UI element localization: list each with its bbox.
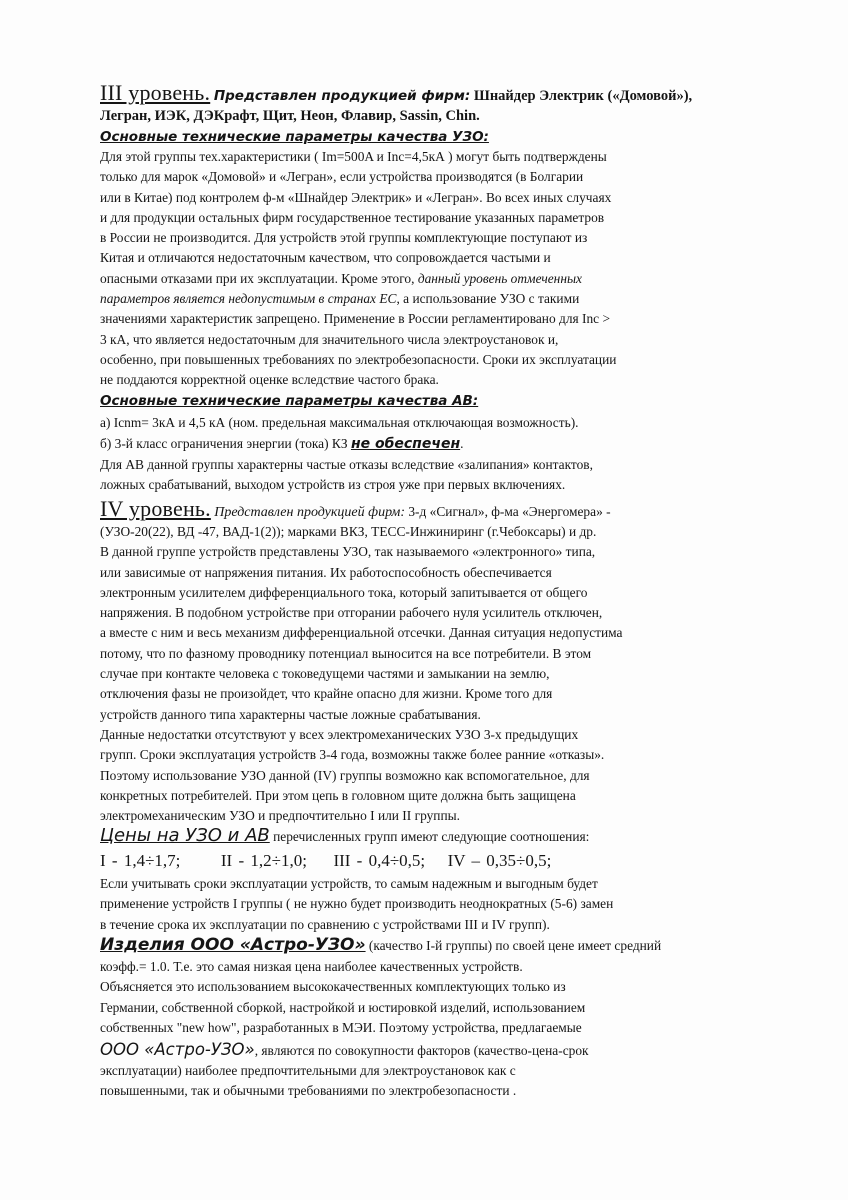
level3-uzo-italic2: параметров является недопустимым в странах ЕС [100, 291, 397, 307]
level3-section [100, 80, 780, 495]
astro-line: Германии, собственной сборкой, настройкой и юстировкой изделий, использованием [100, 999, 586, 1015]
level4-section [100, 496, 780, 826]
level4-line: напряжения. В подобном устройстве при отгорании рабочего нуля усилитель отключен, [100, 605, 603, 621]
level4-brands-rest: 3-д «Сигнал», ф-ма «Энергомера» - [408, 504, 611, 519]
level3-uzo-line: не поддаются корректной оценке вследствие частого брака. [100, 372, 439, 388]
astro-company: ООО «Астро-УЗО» [100, 1040, 255, 1060]
astro-company-rest: , являются по совокупности факторов (качество-цена-срок [254, 1043, 589, 1059]
astro-line: собственных "new how", разработанных в МЭИ. Поэтому устройства, предлагаемые [100, 1019, 582, 1035]
level3-av-item-b [100, 433, 780, 455]
level3-av-line: Для АВ данной группы характерны частые отказы вследствие «залипания» контактов, [100, 456, 593, 472]
astro-section [100, 934, 780, 1102]
prices-heading: Цены на УЗО и АВ [100, 825, 270, 846]
ratio-group-4: IV – 0,35÷0,5; [447, 851, 552, 870]
level3-av-item-a: а) Icnm= 3кА и 4,5 кА (ном. предельная максимальная отключающая возможность). [100, 414, 579, 430]
level4-subtitle: Представлен продукцией фирм: [214, 505, 405, 520]
level4-line: устройств данного типа характерны частые ложные срабатывания. [100, 706, 481, 722]
astro-line: эксплуатации) наиболее предпочтительными для электроустановок как с [100, 1063, 516, 1079]
level3-uzo-line: только для марок «Домовой» и «Легран», если устройства производятся (в Болгарии [100, 169, 584, 185]
level3-uzo-line: особенно, при повышенных требованиях по электробезопасности. Сроки их эксплуатации [100, 351, 617, 367]
prices-line: применение устройств I группы ( не нужно будет производить неоднократных (5-6) замен [100, 896, 614, 912]
level4-line: конкретных потребителей. При этом цепь в головном щите должна быть защищена [100, 787, 576, 803]
level3-uzo-line: Китая и отличаются недостаточным качеством, что сопровождается частыми и [100, 250, 551, 266]
level3-uzo-line: в России не производится. Для устройств этой группы комплектующие поступают из [100, 230, 588, 246]
level3-brands-line2: Легран, ИЭК, ДЭКрафт, Щит, Неон, Флавир, Sassin, Chin. [100, 108, 480, 124]
level4-line: Данные недостатки отсутствуют у всех электромеханических УЗО 3-х предыдущих [100, 726, 579, 742]
prices-heading-rest: перечисленных групп имеют следующие соотношения: [269, 829, 590, 844]
level4-line: отключения фазы не произойдет, что крайне опасно для жизни. Кроме того для [100, 686, 553, 702]
astro-heading: Изделия ООО «Астро-УЗО» [100, 935, 366, 955]
ratio-group-2: II - 1,2÷1,0; [220, 851, 307, 870]
level3-title-line [100, 80, 780, 106]
level3-uzo-heading: Основные технические параметры качества УЗО: [100, 129, 489, 145]
level3-av-heading: Основные технические параметры качества АВ: [100, 392, 479, 409]
level3-title: III уровень. [100, 80, 211, 105]
level4-line: потому, что по фазному проводнику потенциал выносится на все потребители. В этом [100, 645, 592, 661]
level3-uzo-line: и для продукции остальных фирм государственное тестирование указанных параметров [100, 209, 605, 225]
level4-title: IV уровень. [100, 496, 211, 521]
prices-line: Если учитывать сроки эксплуатации устройств, то самым надежным и выгодным будет [100, 876, 598, 891]
level3-uzo-line: значениями характеристик запрещено. Применение в России регламентировано для Inc > [100, 311, 611, 327]
prices-section [100, 824, 780, 935]
ratio-group-3: III - 0,4÷0,5; [333, 851, 426, 870]
level4-line: или зависимые от напряжения питания. Их работоспособность обеспечивается [100, 564, 552, 580]
level3-uzo-text: опасными отказами при их эксплуатации. Кроме этого, [100, 270, 415, 286]
level4-line: Поэтому использование УЗО данной (IV) группы возможно как вспомогательное, для [100, 767, 590, 783]
ratio-group-1: I - 1,4÷1,7; [100, 851, 181, 870]
level4-line: электромеханическим УЗО и предпочтительно I или II группы. [100, 808, 460, 824]
astro-line: Объясняется это использованием высококачественных комплектующих только из [100, 979, 566, 995]
level4-title-line [100, 496, 780, 522]
level3-subtitle: Представлен продукцией фирм: [213, 88, 471, 104]
astro-heading-rest: (качество I-й группы) по своей цене имеет средний [365, 938, 662, 953]
level3-av-b-emph: не обеспечен [350, 435, 461, 452]
astro-line: повышенными, так и обычными требованиями по электробезопасности . [100, 1083, 517, 1099]
level4-line: групп. Сроки эксплуатация устройств 3-4 года, возможны также более ранние «отказы». [100, 747, 605, 763]
prices-ratio-line [100, 848, 780, 874]
level3-uzo-line: или в Китае) под контролем ф-м «Шнайдер Электрик» и «Легран». Во всех иных случаях [100, 189, 612, 205]
level4-line: электронным усилителем дифференциального тока, который запитывается от общего [100, 584, 588, 600]
level4-line: В данной группе устройств представлены УЗО, так называемого «электронного» типа, [100, 544, 596, 560]
astro-company-line [100, 1038, 780, 1061]
astro-line: коэфф.= 1.0. Т.е. это самая низкая цена наиболее качественных устройств. [100, 959, 523, 974]
level3-uzo-line: Для этой группы тех.характеристики ( Im=500A и Inc=4,5кА ) могут быть подтверждены [100, 149, 607, 164]
level4-line: а вместе с ним и весь механизм дифференциальной отсечки. Данная ситуация недопустима [100, 625, 623, 641]
level3-uzo-line: 3 кА, что является недостаточным для значительного числа электроустановок и, [100, 331, 559, 347]
level3-uzo-after-italic: , а использование УЗО с такими [396, 291, 580, 307]
level3-av-line: ложных срабатываний, выходом устройств из строя уже при первых включениях. [100, 477, 566, 493]
prices-heading-line [100, 824, 780, 848]
prices-line: в течение срока их эксплуатации по сравнению с устройствами III и IV групп). [100, 916, 550, 932]
level3-uzo-line [100, 289, 780, 309]
level3-av-b-prefix: б) 3-й класс ограничения энергии (тока) КЗ [100, 435, 348, 451]
astro-heading-line [100, 934, 780, 957]
level4-line: случае при контакте человека с токоведущеми частями и замыкании на землю, [100, 666, 550, 682]
level3-uzo-line [100, 269, 780, 289]
level3-uzo-italic: данный уровень отмеченных [417, 270, 582, 286]
level4-line: (УЗО-20(22), ВД -47, ВАД-1(2)); марками ВКЗ, ТЕСС-Инжиниринг (г.Чебоксары) и др. [100, 524, 597, 539]
level3-av-b-suffix: . [460, 435, 464, 451]
level3-brands-line1: Шнайдер Электрик («Домовой»), [473, 88, 693, 104]
